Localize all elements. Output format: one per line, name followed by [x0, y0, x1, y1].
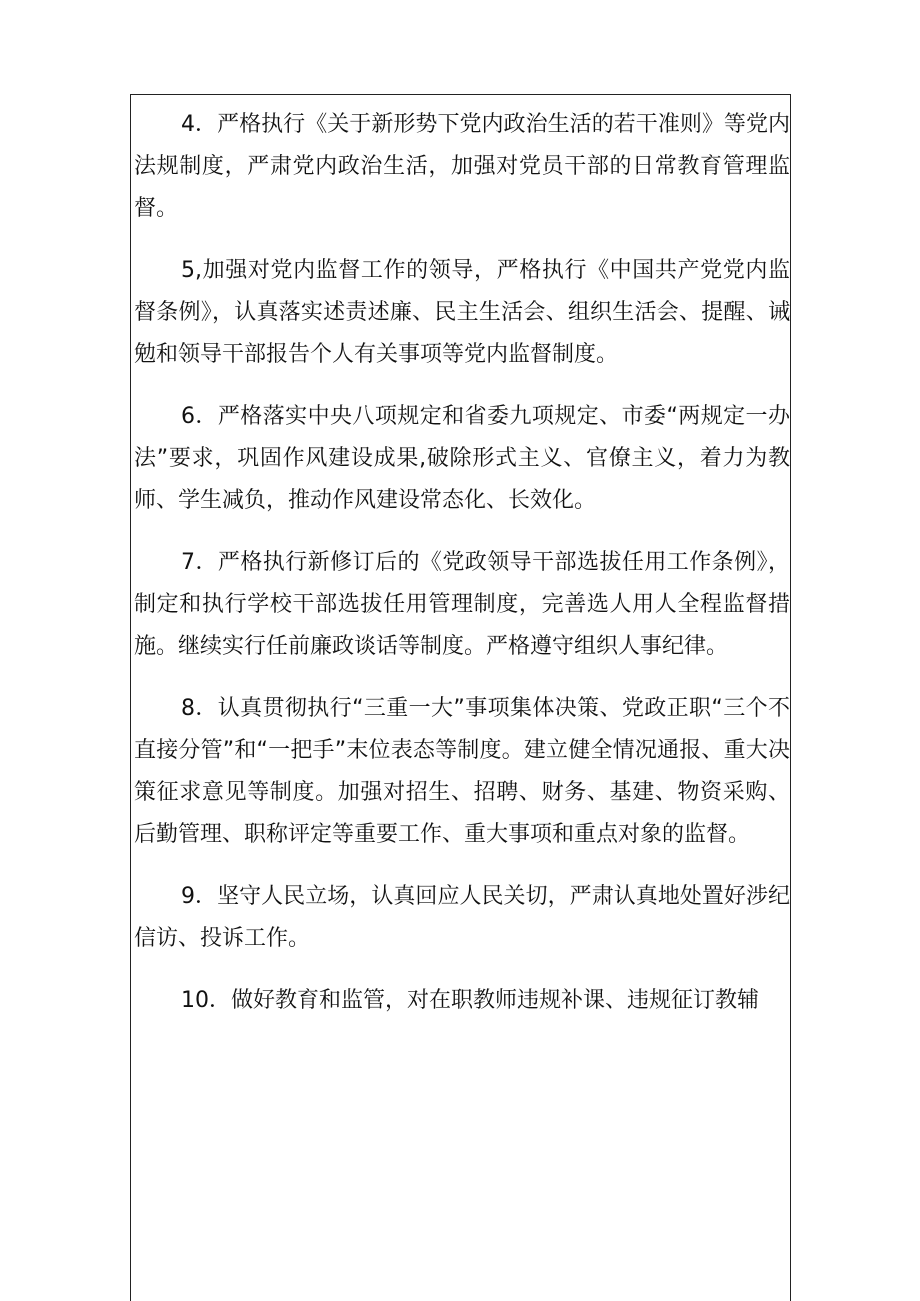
document-body	[134, 104, 790, 1042]
paragraph-item-4: 4．严格执行《关于新形势下党内政治生活的若干准则》等党内法规制度，严肃党内政治生活，加强对党员干部的日常教育管理监督。	[134, 112, 790, 221]
paragraph-item-7: 7．严格执行新修订后的《党政领导干部选拔任用工作条例》，制定和执行学校干部选拔任用管理制度，完善选人用人全程监督措施。继续实行任前廉政谈话等制度。严格遵守组织人事纪律。	[134, 550, 790, 659]
paragraph-item-10: 10．做好教育和监管，对在职教师违规补课、违规征订教辅	[181, 988, 759, 1013]
paragraph-item-9: 9．坚守人民立场，认真回应人民关切，严肃认真地处置好涉纪信访、投诉工作。	[134, 884, 790, 951]
paragraph-item-5: 5,加强对党内监督工作的领导，严格执行《中国共产党党内监督条例》，认真落实述责述廉、民主生活会、组织生活会、提醒、诫勉和领导干部报告个人有关事项等党内监督制度。	[134, 258, 790, 367]
paragraph-item-6: 6．严格落实中央八项规定和省委九项规定、市委“两规定一办法”要求，巩固作风建设成果,破除形式主义、官僚主义，着力为教师、学生减负，推动作风建设常态化、长效化。	[134, 404, 790, 513]
paragraph-item-8: 8．认真贯彻执行“三重一大”事项集体决策、党政正职“三个不直接分管”和“一把手”末位表态等制度。建立健全情况通报、重大决策征求意见等制度。加强对招生、招聘、财务、基建、物资采购、后勤管理、职称评定等重要工作、重大事项和重点对象的监督。	[134, 696, 790, 847]
